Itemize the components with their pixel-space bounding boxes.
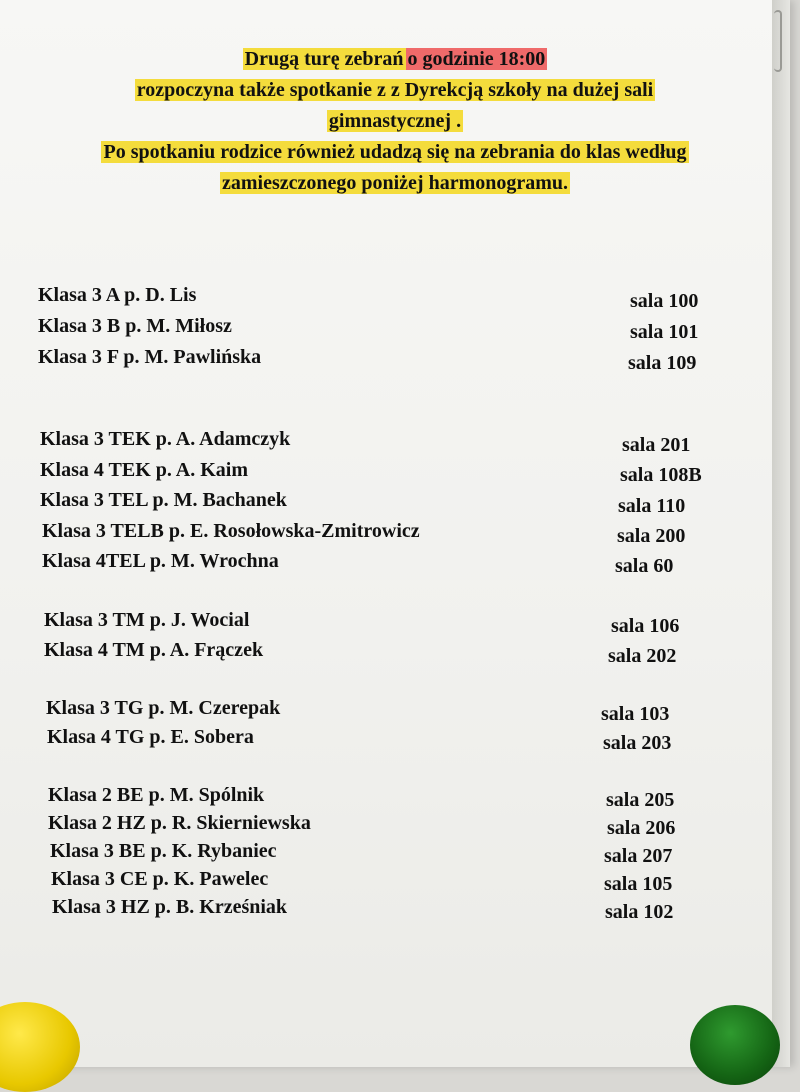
room-label: sala 205	[606, 789, 675, 811]
room-label: sala 101	[630, 321, 699, 343]
class-row: Klasa 3 BE p. K. Rybaniec	[50, 840, 277, 862]
room-label: sala 200	[617, 525, 686, 547]
class-row: Klasa 3 TELB p. E. Rosołowska-Zmitrowicz	[42, 520, 420, 542]
room-label: sala 100	[630, 290, 699, 312]
class-row: Klasa 4 TEK p. A. Kaim	[40, 459, 249, 481]
header-line-4: Po spotkaniu rodzice również udadzą się na zebrania do klas według	[103, 141, 687, 163]
room-label: sala 60	[615, 555, 674, 577]
room-label: sala 102	[605, 901, 674, 923]
class-row: Klasa 3 TG p. M. Czerepak	[46, 697, 281, 719]
room-label: sala 202	[608, 645, 677, 667]
header-line-3: gimnastycznej .	[328, 110, 462, 132]
room-label: sala 110	[618, 495, 686, 517]
header-line-1	[0, 44, 790, 75]
class-row: Klasa 4 TM p. A. Frączek	[44, 639, 264, 661]
room-label: sala 105	[604, 873, 673, 895]
room-label: sala 109	[628, 352, 697, 374]
room-label: sala 106	[611, 615, 680, 637]
class-row: Klasa 3 F p. M. Pawlińska	[38, 346, 262, 368]
room-label: sala 201	[622, 434, 691, 456]
class-row: Klasa 2 BE p. M. Spólnik	[48, 784, 265, 806]
notice-header	[0, 44, 790, 199]
room-label: sala 108B	[620, 464, 702, 486]
class-row: Klasa 3 TEK p. A. Adamczyk	[40, 428, 291, 450]
class-row: Klasa 4TEL p. M. Wrochna	[42, 550, 279, 572]
class-row: Klasa 2 HZ p. R. Skierniewska	[48, 812, 311, 834]
class-row: Klasa 3 A p. D. Lis	[38, 284, 197, 306]
room-label: sala 103	[601, 703, 670, 725]
header-line-1-b: o godzinie 18:00	[407, 48, 546, 70]
class-row: Klasa 3 B p. M. Miłosz	[38, 315, 232, 337]
class-row: Klasa 4 TG p. E. Sobera	[47, 726, 254, 748]
class-row: Klasa 3 TEL p. M. Bachanek	[40, 489, 287, 511]
class-row: Klasa 3 TM p. J. Wocial	[44, 609, 250, 631]
header-line-5: zamieszczonego poniżej harmonogramu.	[221, 172, 569, 194]
room-label: sala 206	[607, 817, 676, 839]
room-label: sala 207	[604, 845, 673, 867]
header-line-1-a: Drugą turę zebrań	[244, 48, 404, 70]
green-magnet	[690, 1005, 780, 1085]
class-row: Klasa 3 HZ p. B. Krześniak	[52, 896, 288, 918]
room-label: sala 203	[603, 732, 672, 754]
header-line-2: rozpoczyna także spotkanie z z Dyrekcją szkoły na dużej sali	[136, 79, 654, 101]
class-row: Klasa 3 CE p. K. Pawelec	[51, 868, 269, 890]
